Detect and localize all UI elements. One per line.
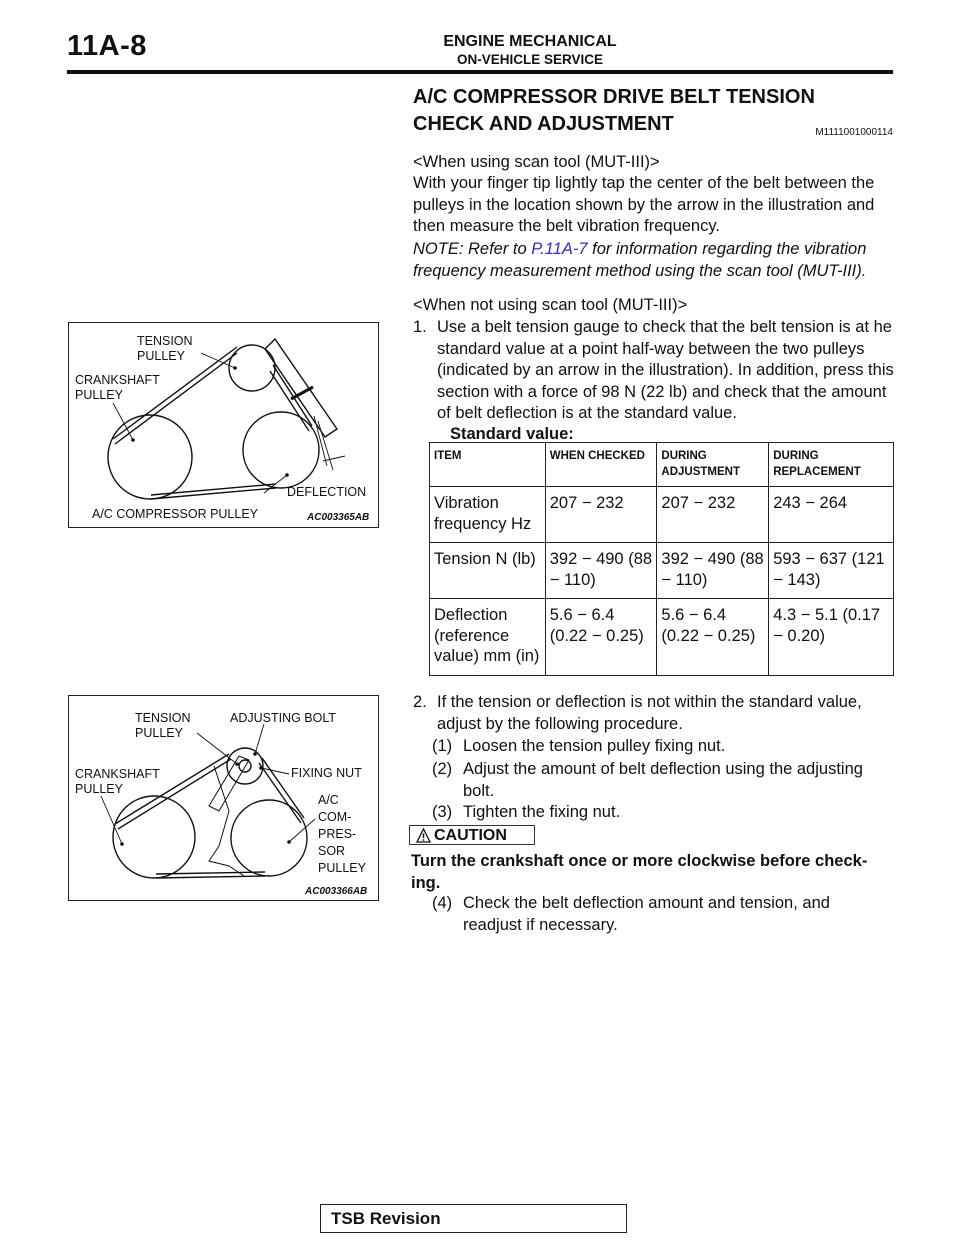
caution-text: Turn the crankshaft once or more clockwise before check-ing. [411,852,868,892]
caution-label: CAUTION [434,827,507,844]
table-header-cell: DURING REPLACEMENT [769,443,894,487]
fixing-nut-label: FIXING NUT [291,766,362,780]
table-cell: 5.6 − 6.4 (0.22 − 0.25) [657,599,769,676]
compressor-pulley-label: A/C COMPRESSOR PULLEY [92,507,259,521]
substep-text: Loosen the tension pulley fixing nut. [463,737,726,755]
table-row [430,599,894,676]
label-line: COM- [318,810,352,824]
table-cell: 392 − 490 (88 − 110) [657,543,769,599]
figure-code: AC003365AB [307,512,370,523]
no-scan-tool-heading: <When not using scan tool (MUT-III)> [413,296,688,314]
deflection-label: DEFLECTION [287,485,367,499]
substep-text: Check the belt deflection amount and tension, and readjust if necessary. [463,894,830,934]
adjusting-bolt-label: ADJUSTING BOLT [230,711,337,725]
footer-label: TSB Revision [331,1209,441,1228]
table-cell: Vibration frequency Hz [430,487,546,543]
crankshaft-pulley-label [75,373,160,403]
table-cell: 207 − 232 [657,487,769,543]
table-cell: 392 − 490 (88 − 110) [545,543,657,599]
compressor-pulley-shape [243,412,319,488]
figure-code: AC003366AB [305,886,368,897]
substep-number: (2) [432,760,453,778]
label-line: PULLEY [75,782,123,796]
scan-tool-body: With your finger tip lightly tap the center of the belt between the pulleys in the location shown by the arrow in the illustration and then measure the belt vibration frequency. [413,174,875,235]
substep-number: (1) [432,737,453,755]
belt-tension-figure [68,322,379,528]
scan-tool-heading: <When using scan tool (MUT-III)> [413,153,660,171]
header-subtitle: ON-VEHICLE SERVICE [456,52,604,67]
label-line: SOR [318,844,346,858]
label-line: PULLEY [318,861,366,875]
label-line: CRANKSHAFT [75,373,160,387]
step2-number: 2. [413,693,427,711]
section-title-line2: CHECK AND ADJUSTMENT [413,113,674,135]
label-line: CRANKSHAFT [75,767,160,781]
standard-value-table [429,442,894,676]
tension-pulley-label [135,711,191,741]
table-header-cell: ITEM [430,443,546,487]
table-header-row [430,443,894,487]
tension-pulley-label [137,334,193,364]
table-header-cell: DURING ADJUSTMENT [657,443,769,487]
table-cell: 593 − 637 (121 − 143) [769,543,894,599]
page-number: 11A-8 [67,30,147,62]
step2-text: If the tension or deflection is not within the standard value, adjust by the following procedure. [437,693,862,733]
substep-number: (3) [432,803,453,821]
table-cell: 243 − 264 [769,487,894,543]
step1-number: 1. [413,318,427,336]
header-title: ENGINE MECHANICAL [443,33,617,50]
compressor-pulley-label [318,792,366,877]
footer-box [320,1204,627,1233]
section-title-line1: A/C COMPRESSOR DRIVE BELT TENSION [413,86,815,108]
note-prefix: NOTE: Refer to [413,240,532,258]
table-cell: Deflection (reference value) mm (in) [430,599,546,676]
note-link[interactable]: P.11A-7 [531,240,588,258]
section-code: M1111001000114 [815,127,893,138]
table-row [430,543,894,599]
standard-value-label: Standard value: [450,425,574,443]
belt-adjustment-figure [68,695,379,901]
label-line: PULLEY [135,726,183,740]
scan-tool-note [413,239,895,282]
table-cell: Tension N (lb) [430,543,546,599]
substep-text: Adjust the amount of belt deflection using the adjusting bolt. [463,760,863,800]
step1-text: Use a belt tension gauge to check that the belt tension is at he standard value at a point half-way between the two pulleys (indicated by an arrow in the illustration). In addition, press this section with a force of 98 N (22 lb) and check that the amount of belt deflection is at the standard value. [437,318,894,422]
crankshaft-pulley-label [75,767,160,797]
crankshaft-pulley-shape [108,415,192,499]
label-line: PRES- [318,827,357,841]
substep-number: (4) [432,894,453,912]
caution-box [409,825,535,845]
note-suffix: for information regarding the vibration frequency measurement method using the scan tool (MUT-III). [413,240,867,280]
table-row [430,487,894,543]
table-cell: 5.6 − 6.4 (0.22 − 0.25) [545,599,657,676]
header-rule [67,70,893,74]
label-line: TENSION [135,711,191,725]
label-line: A/C [318,793,339,807]
substep-text: Tighten the fixing nut. [463,803,621,821]
label-line: PULLEY [75,388,123,402]
table-cell: 207 − 232 [545,487,657,543]
label-line: PULLEY [137,349,185,363]
table-header-cell: WHEN CHECKED [545,443,657,487]
table-cell: 4.3 − 5.1 (0.17 − 0.20) [769,599,894,676]
label-line: TENSION [137,334,193,348]
warning-icon [416,828,431,843]
